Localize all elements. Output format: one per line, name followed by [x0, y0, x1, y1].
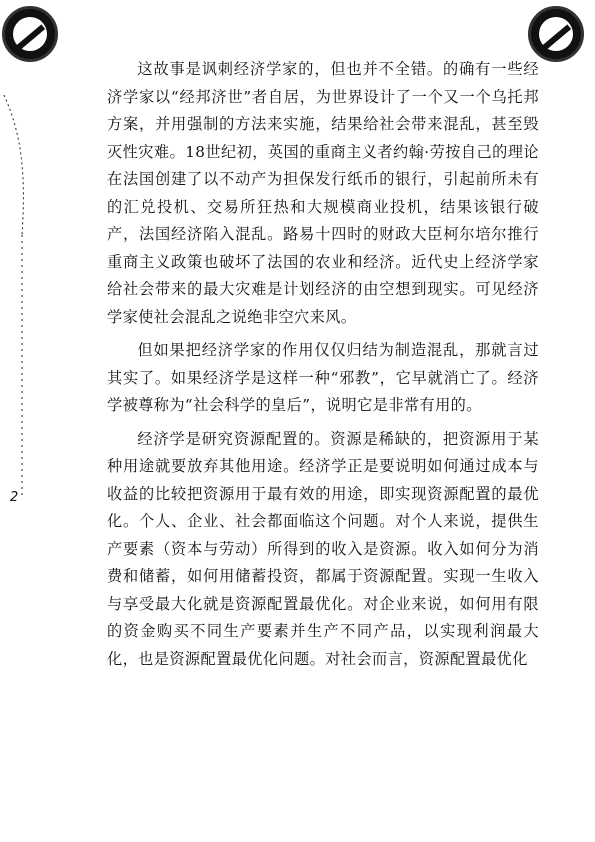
- pdf-xchange-watermark-left[interactable]: [2, 6, 58, 62]
- body-text: [107, 56, 539, 673]
- paragraph-3: 经济学是研究资源配置的。资源是稀缺的，把资源用于某种用途就要放弃其他用途。经济学正是要说明如何通过成本与收益的比较把资源用于最有效的用途，即实现资源配置的最优化。个人、企业、社会都面临这个问题。对个人来说，提供生产要素（资本与劳动）所得到的收入是资源。收入如何分为消费和储蓄，如何用储蓄投资，都属于资源配置。实现一生收入与享受最大化就是资源配置最优化。对企业来说，如何用有限的资金购买不同生产要素并生产不同产品，以实现利润最大化，也是资源配置最优化问题。对社会而言，资源配置最优化: [107, 429, 539, 668]
- pdf-xchange-watermark-right[interactable]: [528, 6, 584, 62]
- paragraph-2: 但如果把经济学家的作用仅仅归结为制造混乱，那就言过其实了。如果经济学是这样一种“邪教”，它早就消亡了。经济学被尊称为“社会科学的皇后”，说明它是非常有用的。: [107, 341, 539, 414]
- binding-margin-mark: [0, 95, 30, 515]
- paragraph-1: 这故事是讽刺经济学家的，但也并不全错。的确有一些经济学家以“经邦济世”者自居，为世界设计了一个又一个乌托邦方案，并用强制的方法来实施，结果给社会带来混乱，甚至毁灭性灾难。18世纪初，英国的重商主义者约翰·劳按自己的理论在法国创建了以不动产为担保发行纸币的银行，引起前所未有的汇兑投机、交易所狂热和大规模商业投机，结果该银行破产，法国经济陷入混乱。路易十四时的财政大臣柯尔培尔推行重商主义政策也破坏了法国的农业和经济。近代史上经济学家给社会带来的最大灾难是计划经济的由空想到现实。可见经济学家使社会混乱之说绝非空穴来风。: [107, 60, 539, 326]
- page-number: 2: [10, 490, 19, 505]
